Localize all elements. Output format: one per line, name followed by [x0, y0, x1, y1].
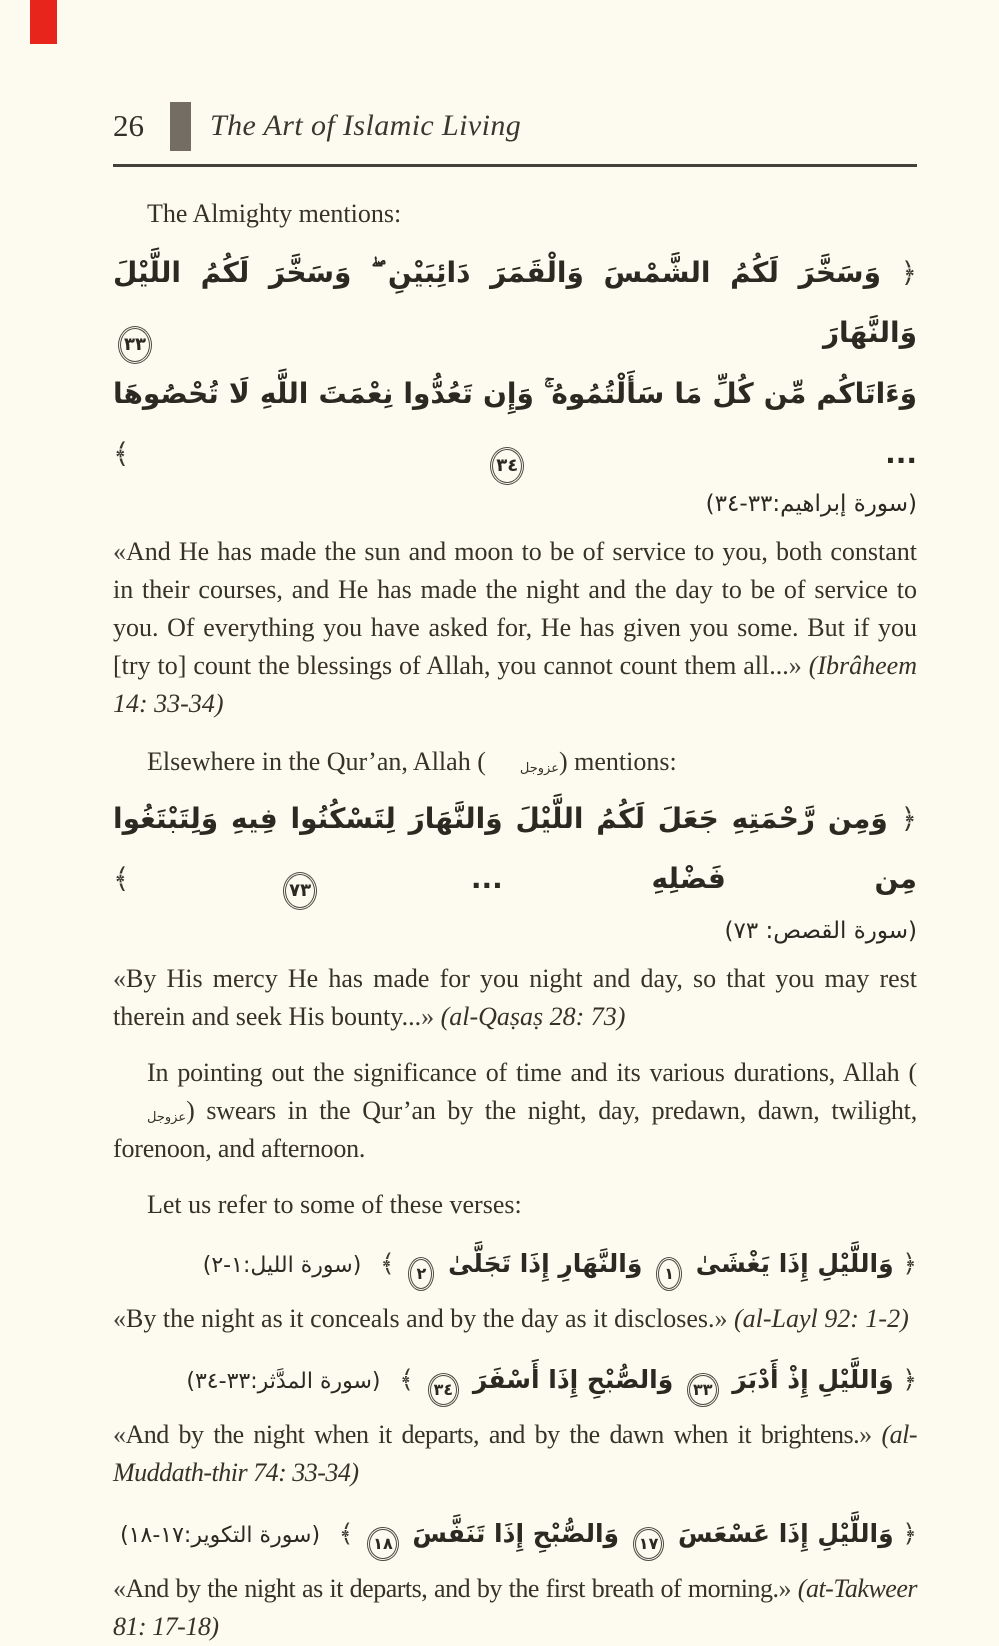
verse-line-1: [113, 243, 917, 364]
significance-paragraph: [113, 1054, 917, 1168]
quran-open-ornament-icon: ﴿: [900, 802, 918, 835]
allah-honorific-icon: عزوجل: [519, 761, 559, 776]
translation-text: And He has made the sun and moon to be of service to you, both constant in their courses, and He has made the night and the day to be of service to you. Of everything you have asked for, He has given you some. But if you [try to] count the blessings of Allah, you cannot count them all...: [113, 537, 917, 680]
quran-verse-takweer: [113, 1508, 917, 1562]
ayah-marker-1: ١: [656, 1257, 682, 1291]
arabic-reference-layl: (سورة الليل:١-٢): [202, 1253, 362, 1278]
quran-open-ornament-icon: ﴿: [900, 256, 917, 289]
translation-takweer: [113, 1570, 923, 1646]
paragraph-text: In pointing out the significance of time and its various durations, Allah (: [147, 1058, 917, 1087]
ayah-marker-17: ١٧: [633, 1527, 665, 1561]
ayah-marker-34: ٣٤: [428, 1373, 460, 1407]
arabic-verse-text: وَالنَّهَارِ إِذَا تَجَلَّىٰ: [448, 1249, 643, 1278]
ayah-marker-18: ١٨: [367, 1527, 399, 1561]
translation-muddaththir: [113, 1416, 917, 1492]
arabic-verse-text: وَالصُّبْحِ إِذَا تَنَفَّسَ: [412, 1519, 620, 1548]
ayah-marker-33: ٣٣: [687, 1373, 719, 1407]
paragraph-text: Elsewhere in the Qur’an, Allah (: [147, 747, 486, 776]
quran-close-ornament-icon: ﴾: [338, 1519, 354, 1548]
ayah-marker-73: ٧٣: [283, 872, 317, 910]
arabic-reference-qasas: (سورة القصص: ٧٣): [724, 918, 917, 944]
translation-text: By His mercy He has made for you night and day, so that you may rest therein and seek His bounty...: [113, 964, 917, 1031]
translation-qasas: [113, 960, 917, 1036]
quran-verse-qasas: [113, 789, 917, 910]
allah-honorific-icon: عزوجل: [147, 1110, 187, 1125]
quote-close-mark: »: [421, 1002, 435, 1031]
quote-close-mark: »: [778, 1574, 792, 1603]
ayah-marker-33: ٣٣: [118, 326, 152, 364]
quran-close-ornament-icon: ﴾: [113, 862, 130, 895]
header-bar: [170, 102, 191, 151]
red-corner-mark: [30, 0, 57, 44]
translation-ibraheem: [113, 533, 924, 723]
translation-text: And by the night when it departs, and by the dawn when it brightens.: [125, 1420, 860, 1449]
arabic-verse-text: وَالصُّبْحِ إِذَا أَسْفَرَ: [472, 1365, 674, 1394]
quran-open-ornament-icon: ﴿: [902, 1519, 917, 1548]
quran-open-ornament-icon: ﴿: [902, 1249, 917, 1278]
quran-close-ornament-icon: ﴾: [380, 1249, 395, 1278]
quran-close-ornament-icon: ﴾: [399, 1365, 414, 1394]
arabic-reference-muddaththir: (سورة المدَّثر:٣٣-٣٤): [186, 1369, 381, 1394]
translation-layl: [113, 1300, 917, 1338]
quran-verse-ibraheem: [113, 243, 917, 485]
arabic-reference-ibraheem: (سورة إبراهيم:٣٣-٣٤): [705, 491, 917, 517]
refer-paragraph: Let us refer to some of these verses:: [147, 1190, 522, 1219]
translation-source: (Ibrâheem 14: 33-34): [113, 651, 924, 718]
paragraph-text: ) swears in the Qur’an by the night, day, predawn, dawn, twilight, forenoon, and afternoon.: [113, 1096, 917, 1163]
arabic-verse-text: وَاللَّيْلِ إِذَا يَغْشَىٰ: [695, 1249, 894, 1278]
quote-open-mark: «: [113, 964, 126, 993]
translation-source: (al-Layl 92: 1-2): [734, 1304, 909, 1333]
ayah-marker-34: ٣٤: [490, 447, 524, 485]
quran-verse-layl: [113, 1238, 917, 1292]
quote-open-mark: «: [113, 537, 126, 566]
arabic-verse-text: وَمِن رَّحْمَتِهِ جَعَلَ لَكُمُ اللَّيْلَ وَالنَّهَارَ لِتَسْكُنُوا فِيهِ وَلِتَبْتَغُوا مِن فَضْلِهِ ...: [113, 802, 918, 895]
translation-text: By the night as it conceals and by the day as it discloses.: [126, 1304, 715, 1333]
intro-paragraph: The Almighty mentions:: [147, 199, 402, 228]
quote-open-mark: «: [113, 1420, 126, 1449]
translation-source: (at-Takweer 81: 17-18): [113, 1574, 923, 1641]
verse-line-2: [113, 364, 917, 485]
quran-verse-muddaththir: [113, 1354, 917, 1408]
translation-text: And by the night as it departs, and by the first breath of morning.: [125, 1574, 779, 1603]
translation-source: (al-Muddath-thir 74: 33-34): [113, 1420, 918, 1487]
arabic-verse-text: وَءَاتَاكُم مِّن كُلِّ مَا سَأَلْتُمُوهُ ۚ وَإِن تَعُدُّوا نِعْمَتَ اللَّهِ لَا تُحْصُوهَا ...: [113, 377, 917, 470]
elsewhere-paragraph: [113, 743, 917, 781]
page-number: 26: [113, 108, 144, 143]
page-header: [113, 100, 917, 152]
quote-open-mark: «: [113, 1304, 126, 1333]
arabic-verse-text: وَاللَّيْلِ إِذْ أَدْبَرَ: [732, 1365, 894, 1394]
translation-source: (al-Qaṣaṣ 28: 73): [440, 1002, 626, 1031]
quran-close-ornament-icon: ﴾: [113, 437, 130, 470]
paragraph-text: ) mentions:: [558, 747, 677, 776]
header-rule: [113, 164, 917, 167]
quote-close-mark: »: [788, 651, 802, 680]
arabic-reference-takweer: (سورة التكوير:١٧-١٨): [120, 1523, 321, 1548]
arabic-verse-text: وَسَخَّرَ لَكُمُ الشَّمْسَ وَالْقَمَرَ دَائِبَيْنِ ۖ وَسَخَّرَ لَكُمُ اللَّيْلَ وَالنَّهَارَ: [113, 256, 917, 349]
quote-open-mark: «: [113, 1574, 126, 1603]
ayah-marker-2: ٢: [408, 1257, 434, 1291]
arabic-verse-text: وَاللَّيْلِ إِذَا عَسْعَسَ: [678, 1519, 894, 1548]
book-title: The Art of Islamic Living: [210, 109, 522, 142]
verse-line: [113, 789, 917, 910]
quote-close-mark: »: [859, 1420, 872, 1449]
quran-open-ornament-icon: ﴿: [902, 1365, 917, 1394]
quote-close-mark: »: [714, 1304, 728, 1333]
